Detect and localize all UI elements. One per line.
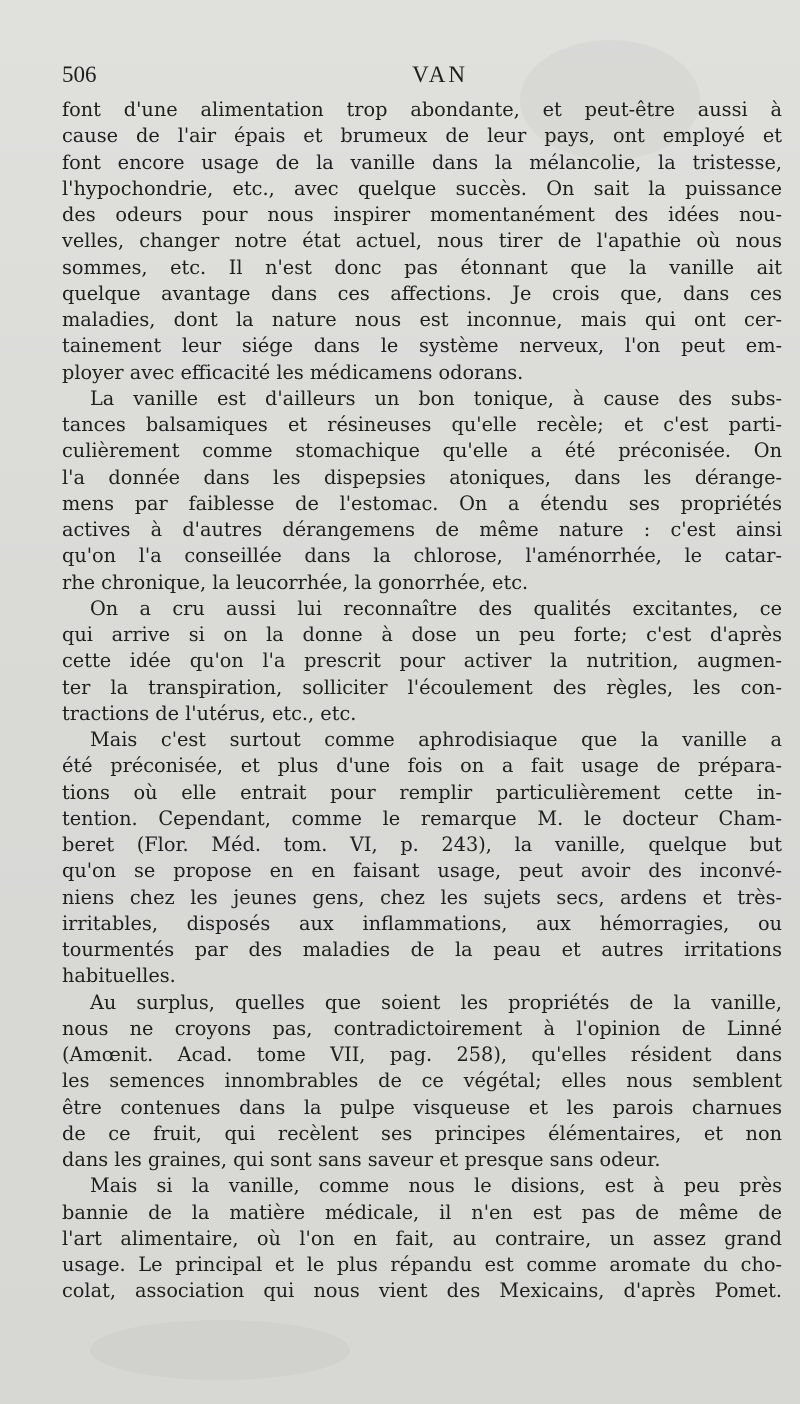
text-line: font encore usage de la vanille dans la mélancolie, la tristesse, bbox=[62, 150, 782, 174]
text-line: bannie de la matière médicale, il n'en est pas de même de bbox=[62, 1200, 782, 1224]
text-line: actives à d'autres dérangemens de même nature : c'est ainsi bbox=[62, 518, 782, 541]
text-line: tions où elle entrait pour remplir particulièrement cette in- bbox=[62, 780, 782, 804]
text-line: l'art alimentaire, où l'on en fait, au contraire, un assez grand bbox=[62, 1226, 782, 1250]
text-line: l'hypochondrie, etc., avec quelque succès. On sait la puissance bbox=[62, 176, 782, 200]
page-number: 506 bbox=[62, 62, 97, 87]
text-line: velles, changer notre état actuel, nous tirer de l'apathie où nous bbox=[62, 229, 782, 253]
text-line: sommes, etc. Il n'est donc pas étonnant que la vanille ait bbox=[62, 255, 782, 279]
running-head: VAN bbox=[412, 62, 468, 87]
text-line: beret (Flor. Méd. tom. VI, p. 243), la vanille, quelque but bbox=[62, 833, 782, 856]
text-line: cause de l'air épais et brumeux de leur pays, ont employé et bbox=[62, 124, 782, 148]
text-line: qu'on l'a conseillée dans la chlorose, l'aménorrhée, le catar- bbox=[62, 544, 782, 568]
text-line: tances balsamiques et résineuses qu'elle recèle; et c'est parti- bbox=[62, 413, 782, 436]
text-line: maladies, dont la nature nous est inconnue, mais qui ont cer- bbox=[62, 308, 782, 331]
text-line: été préconisée, et plus d'une fois on a fait usage de prépara- bbox=[62, 754, 782, 778]
text-line: La vanille est d'ailleurs un bon tonique, à cause des subs- bbox=[90, 386, 782, 410]
text-line: les semences innombrables de ce végétal; elles nous semblent bbox=[62, 1069, 782, 1093]
text-line: être contenues dans la pulpe visqueuse et les parois charnues bbox=[62, 1095, 782, 1119]
paper-stain bbox=[90, 1320, 350, 1380]
text-line: Mais c'est surtout comme aphrodisiaque que la vanille a bbox=[90, 728, 782, 751]
text-line: (Amœnit. Acad. tome VII, pag. 258), qu'elles résident dans bbox=[62, 1043, 782, 1066]
text-line: colat, association qui nous vient des Mexicains, d'après Pomet. bbox=[62, 1279, 782, 1303]
text-line: rhe chronique, la leucorrhée, la gonorrhée, etc. bbox=[62, 570, 529, 594]
text-line: qui arrive si on la donne à dose un peu forte; c'est d'après bbox=[62, 623, 782, 646]
text-line: tractions de l'utérus, etc., etc. bbox=[62, 701, 357, 725]
text-line: l'a donnée dans les dispepsies atoniques, dans les dérange- bbox=[62, 465, 782, 489]
text-line: dans les graines, qui sont sans saveur et presque sans odeur. bbox=[62, 1148, 661, 1171]
text-line: quelque avantage dans ces affections. Je crois que, dans ces bbox=[62, 281, 782, 305]
text-line: ployer avec efficacité les médicamens odorans. bbox=[62, 360, 524, 384]
text-line: tourmentés par des maladies de la peau et autres irritations bbox=[62, 938, 782, 961]
page-header bbox=[62, 62, 782, 96]
text-line: On a cru aussi lui reconnaître des qualités excitantes, ce bbox=[90, 596, 782, 620]
text-line: cette idée qu'on l'a prescrit pour activer la nutrition, augmen- bbox=[62, 649, 782, 673]
text-line: usage. Le principal et le plus répandu est comme aromate du cho- bbox=[62, 1253, 782, 1276]
text-line: nous ne croyons pas, contradictoirement à l'opinion de Linné bbox=[62, 1016, 782, 1040]
text-line: qu'on se propose en en faisant usage, peut avoir des inconvé- bbox=[62, 859, 782, 883]
text-line: Au surplus, quelles que soient les propriétés de la vanille, bbox=[90, 990, 782, 1014]
text-line: tention. Cependant, comme le remarque M. le docteur Cham- bbox=[62, 806, 782, 830]
text-line: culièrement comme stomachique qu'elle a été préconisée. On bbox=[62, 439, 782, 463]
text-line: niens chez les jeunes gens, chez les sujets secs, ardens et très- bbox=[62, 885, 782, 909]
text-line: Mais si la vanille, comme nous le disions, est à peu près bbox=[90, 1174, 782, 1198]
text-line: de ce fruit, qui recèlent ses principes élémentaires, et non bbox=[62, 1121, 782, 1145]
text-line: mens par faiblesse de l'estomac. On a étendu ses propriétés bbox=[62, 491, 782, 515]
text-line: tainement leur siége dans le système nerveux, l'on peut em- bbox=[62, 334, 782, 358]
text-line: des odeurs pour nous inspirer momentanément des idées nou- bbox=[62, 203, 782, 226]
text-line: habituelles. bbox=[62, 964, 176, 988]
text-line: ter la transpiration, solliciter l'écoulement des règles, les con- bbox=[62, 675, 782, 699]
text-line: irritables, disposés aux inflammations, aux hémorragies, ou bbox=[62, 911, 782, 935]
body-text bbox=[62, 97, 782, 1305]
text-line: font d'une alimentation trop abondante, et peut-être aussi à bbox=[62, 98, 782, 121]
